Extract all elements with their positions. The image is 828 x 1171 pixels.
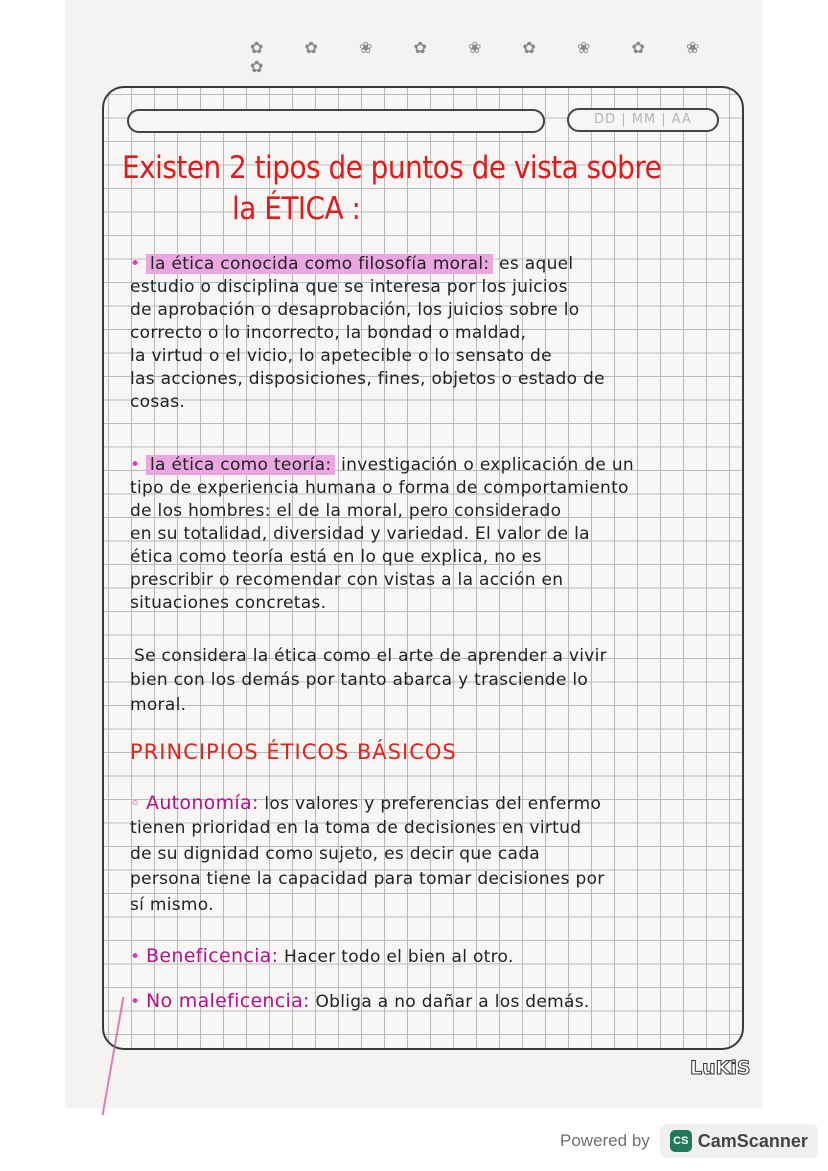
bullet-icon: • <box>130 455 147 475</box>
section3-line: moral. <box>130 695 187 715</box>
no-maleficencia-term: No maleficencia: <box>146 990 310 1012</box>
section1-line: la virtud o el vicio, lo apetecible o lo sensato de <box>130 346 552 366</box>
autonomia-first-line <box>130 792 601 814</box>
section1-line: de aprobación o desaprobación, los juicios sobre lo <box>130 300 580 320</box>
camscanner-footer <box>560 1124 818 1158</box>
beneficencia-text: Hacer todo el bien al otro. <box>284 947 514 967</box>
powered-by-label: Powered by <box>560 1131 650 1150</box>
section2-line: situaciones concretas. <box>130 593 327 613</box>
title-box <box>127 109 545 133</box>
autonomia-line: persona tiene la capacidad para tomar decisiones por <box>130 869 605 889</box>
date-box: DD | MM | AA <box>567 108 719 132</box>
autonomia-text: los valores y preferencias del enfermo <box>264 794 602 814</box>
section1-highlight: la ética conocida como filosofía moral: <box>146 254 493 274</box>
autonomia-line: tienen prioridad en la toma de decisiones en virtud <box>130 818 582 838</box>
title-line-1: Existen 2 tipos de puntos de vista sobre <box>122 150 662 186</box>
flower-doodles: ✿ ✿ ❀ ✿ ❀ ✿ ❀ ✿ ❀ ✿ <box>250 38 718 76</box>
section2-line: tipo de experiencia humana o forma de comportamiento <box>130 478 629 498</box>
section2-line: ética como teoría está en lo que explica, no es <box>130 547 542 567</box>
bullet-icon: • <box>130 254 147 274</box>
autonomia-line: de su dignidad como sujeto, es decir que cada <box>130 844 541 864</box>
principles-heading: PRINCIPIOS ÉTICOS BÁSICOS <box>130 740 457 764</box>
section2-line: de los hombres: el de la moral, pero considerado <box>130 501 562 521</box>
signature: LuKiS <box>690 1057 751 1079</box>
autonomia-term: Autonomía: <box>146 792 259 814</box>
section1-first-line <box>130 254 573 274</box>
section2-text: investigación o explicación de un <box>341 455 635 475</box>
no-maleficencia-text: Obliga a no dañar a los demás. <box>315 992 590 1012</box>
camscanner-logo-icon: CS <box>670 1130 692 1152</box>
section2-first-line <box>130 455 634 475</box>
section2-line: prescribir o recomendar con vistas a la acción en <box>130 570 564 590</box>
no-maleficencia-line <box>130 990 590 1012</box>
bullet-icon: • <box>130 947 147 967</box>
title-line-2: la ÉTICA : <box>232 191 361 227</box>
section1-line: correcto o lo incorrecto, la bondad o maldad, <box>130 323 527 343</box>
section2-highlight: la ética como teoría: <box>146 455 335 475</box>
section1-text: es aquel <box>499 254 574 274</box>
section3-line: Se considera la ética como el arte de aprender a vivir <box>134 646 607 666</box>
section3-line: bien con los demás por tanto abarca y trasciende lo <box>130 670 589 690</box>
bullet-icon: ◦ <box>130 794 147 814</box>
section1-line: cosas. <box>130 392 186 412</box>
beneficencia-term: Beneficencia: <box>146 945 279 967</box>
section2-line: en su totalidad, diversidad y variedad. El valor de la <box>130 524 590 544</box>
camscanner-brand: CamScanner <box>697 1130 808 1151</box>
bullet-icon: • <box>130 992 147 1012</box>
autonomia-line: sí mismo. <box>130 895 214 915</box>
section1-line: las acciones, disposiciones, fines, objetos o estado de <box>130 369 605 389</box>
camscanner-badge[interactable] <box>660 1124 818 1158</box>
beneficencia-line <box>130 945 514 967</box>
section1-line: estudio o disciplina que se interesa por los juicios <box>130 277 568 297</box>
